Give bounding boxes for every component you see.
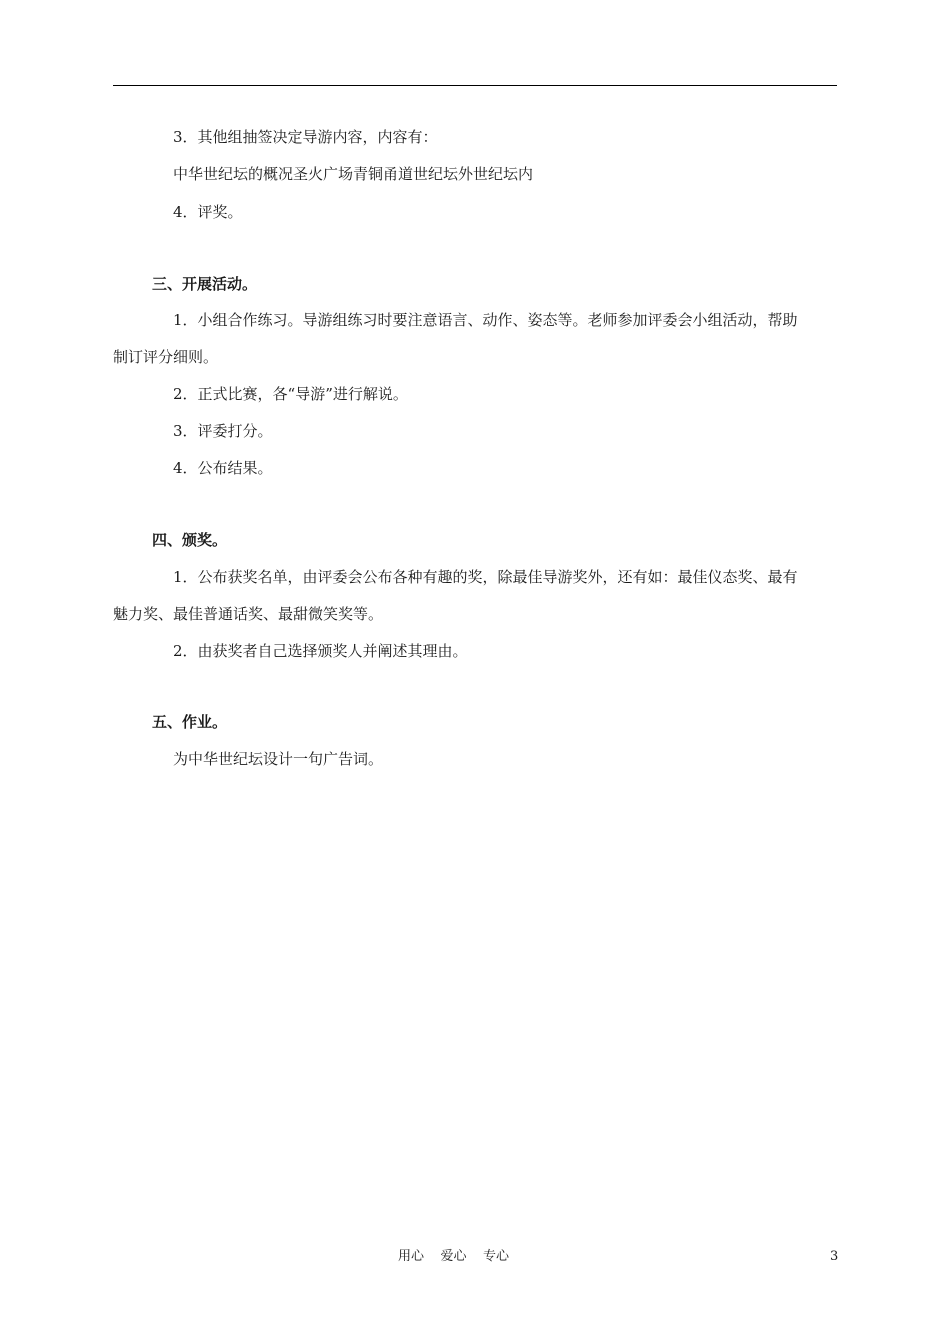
paragraph-line: 魅力奖、最佳普通话奖、最甜微笑奖等。 — [113, 605, 384, 623]
list-item-detail: 中华世纪坛的概况圣火广场青铜甬道世纪坛外世纪坛内 — [173, 165, 534, 183]
footer-motto: 用心 爱心 专心 — [398, 1249, 510, 1264]
paragraph-line: 1．公布获奖名单，由评委会公布各种有趣的奖，除最佳导游奖外，还有如：最佳仪态奖、最有 — [173, 568, 798, 586]
list-item: 2．正式比赛，各“导游”进行解说。 — [173, 385, 408, 403]
section-heading: 四、颁奖。 — [152, 531, 228, 549]
paragraph-line: 制订评分细则。 — [113, 348, 219, 366]
list-item: 4．公布结果。 — [173, 459, 273, 477]
paragraph-line: 1．小组合作练习。导游组练习时要注意语言、动作、姿态等。老师参加评委会小组活动，帮助 — [173, 311, 798, 329]
header-rule — [113, 85, 837, 86]
section-heading: 三、开展活动。 — [152, 275, 258, 293]
list-item: 4．评奖。 — [173, 203, 243, 221]
list-item: 3．其他组抽签决定导游内容，内容有： — [173, 128, 438, 146]
list-item: 2．由获奖者自己选择颁奖人并阐述其理由。 — [173, 642, 468, 660]
section-heading: 五、作业。 — [152, 713, 228, 731]
paragraph-line: 为中华世纪坛设计一句广告词。 — [173, 750, 384, 768]
page-number: 3 — [830, 1249, 839, 1264]
list-item: 3．评委打分。 — [173, 422, 273, 440]
